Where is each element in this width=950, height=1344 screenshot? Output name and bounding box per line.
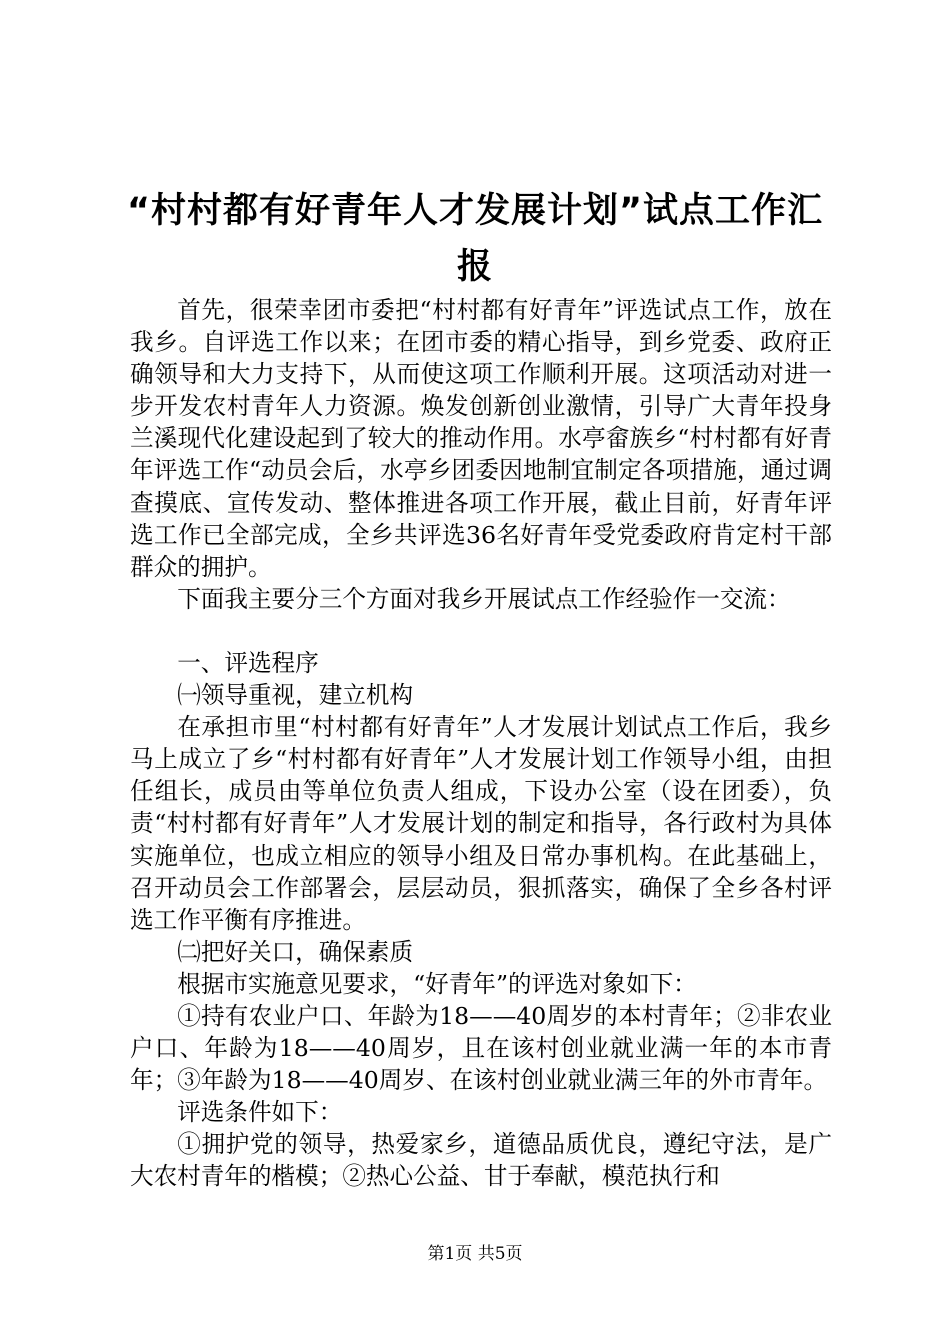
paragraph-eligibility: ①持有农业户口、年龄为18——40周岁的本村青年；②非农业户口、年龄为18——40周岁，且在该村创业就业满一年的本市青年；③年龄为18——40周岁、在该村创业就业满三年的外市青年。 [130, 1001, 832, 1095]
paragraph-organization: 在承担市里“村村都有好青年”人才发展计划试点工作后，我乡马上成立了乡“村村都有好青年”人才发展计划工作领导小组，由担任组长，成员由等单位负责人组成，下设办公室（设在团委），负责“村村都有好青年”人才发展计划的制定和指导，各行政村为具体实施单位，也成立相应的领导小组及日常办事机构。在此基础上，召开动员会工作部署会，层层动员，狠抓落实，确保了全乡各村评选工作平衡有序推进。 [130, 713, 832, 934]
subsection-heading-2: ㈡把好关口，确保素质 [177, 937, 414, 966]
paragraph-conditions: ①拥护党的领导，热爱家乡，道德品质优良，遵纪守法，是广大农村青年的楷模；②热心公益、甘于奉献，模范执行和 [130, 1130, 832, 1191]
subsection-heading-1: ㈠领导重视，建立机构 [177, 681, 414, 710]
paragraph-criteria-intro: 根据市实施意见要求，“好青年”的评选对象如下： [177, 969, 697, 998]
document-body [130, 294, 832, 1193]
paragraph-intro: 首先，很荣幸团市委把“村村都有好青年”评选试点工作，放在我乡。自评选工作以来；在团市委的精心指导，到乡党委、政府正确领导和大力支持下，从而使这项工作顺利开展。这项活动对进一步开发农村青年人力资源。焕发创新创业激情，引导广大青年投身兰溪现代化建设起到了较大的推动作用。水亭畲族乡“村村都有好青年评选工作“动员会后，水亭乡团委因地制宜制定各项措施，通过调查摸底、宣传发动、整体推进各项工作开展，截止目前，好青年评选工作已全部完成，全乡共评选36名好青年受党委政府肯定村干部群众的拥护。 [130, 296, 832, 581]
paragraph-conditions-intro: 评选条件如下： [177, 1098, 343, 1127]
document-title: “村村都有好青年人才发展计划”试点工作汇报 [126, 191, 823, 287]
section-heading-1: 一、评选程序 [177, 648, 319, 677]
page-footer: 第1页 共5页 [427, 1244, 523, 1264]
paragraph-overview: 下面我主要分三个方面对我乡开展试点工作经验作一交流： [177, 584, 791, 613]
